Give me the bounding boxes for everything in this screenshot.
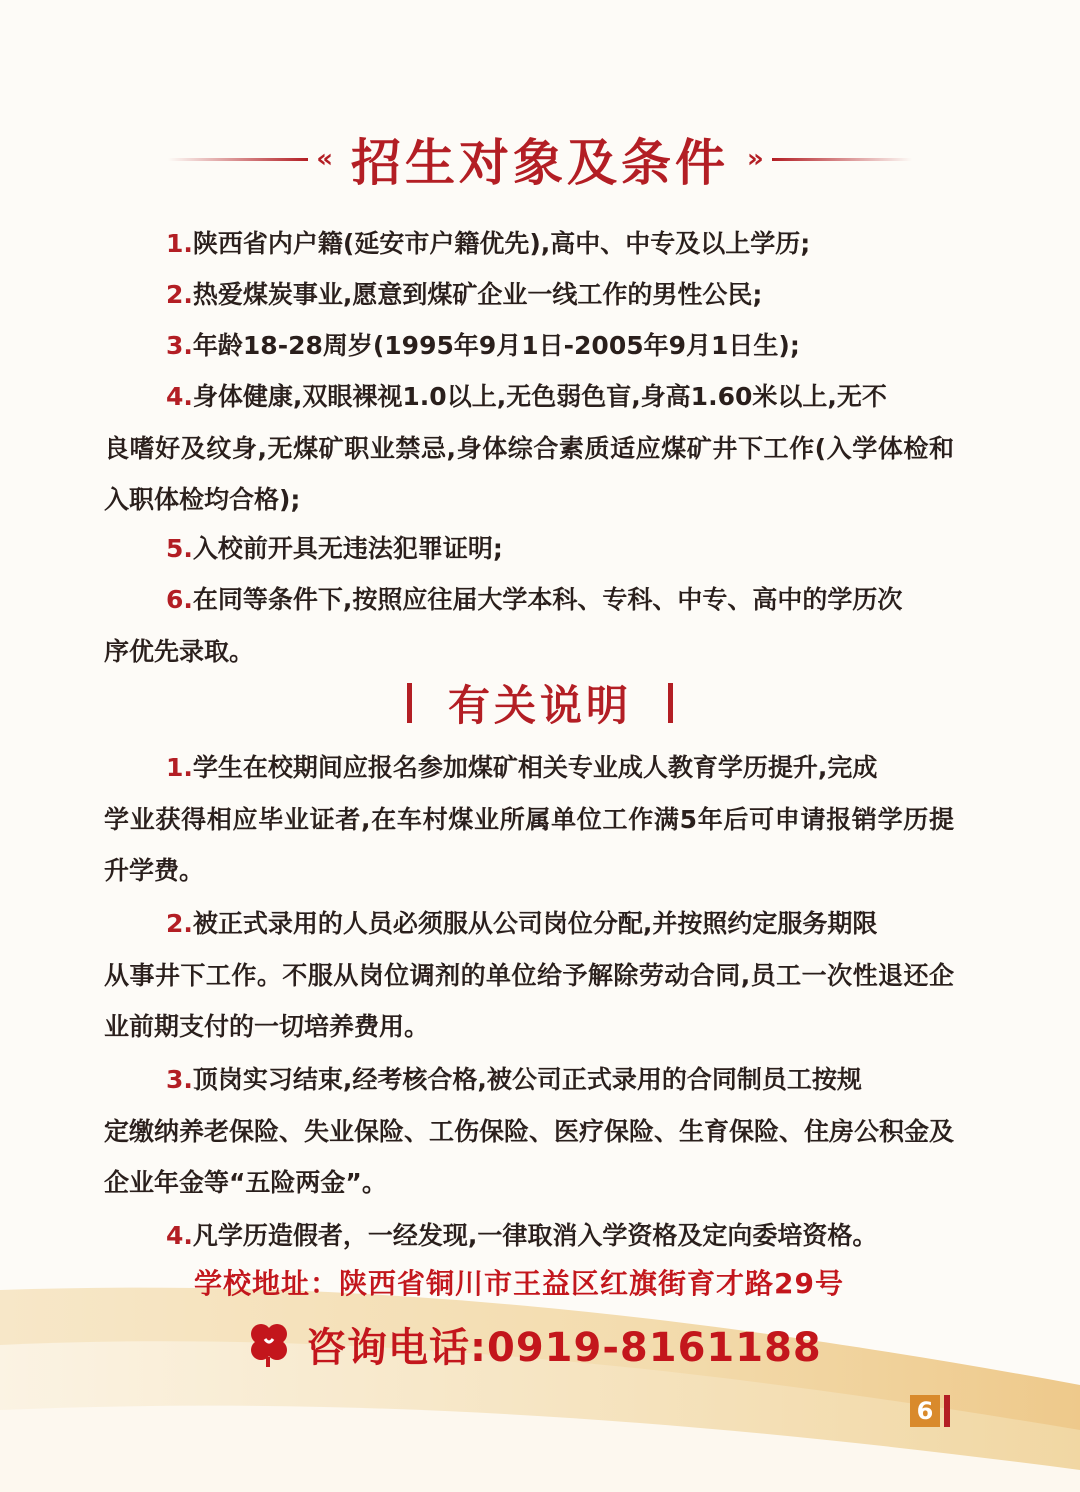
title-text: 有关说明 — [447, 681, 632, 730]
title-bar-right — [668, 683, 673, 723]
condition-item: 2.热爱煤炭事业,愿意到煤矿企业一线工作的男性公民; — [166, 280, 763, 309]
note-item: 4.凡学历造假者，一经发现,一律取消入学资格及定向委培资格。 — [166, 1221, 878, 1250]
condition-item: 6.在同等条件下,按照应往届大学本科、专科、中专、高中的学历次 序优先录取。 — [104, 585, 903, 666]
note-item: 2.被正式录用的人员必须服从公司岗位分配,并按照约定服务期限 从事井下工作。不服从岗位调剂的单位给予解除劳动合同,员工一次性退还企业前期支付的一切培养费用。 — [104, 909, 954, 1041]
section-title-notes — [0, 676, 1080, 730]
chevron-right-icon: » — [747, 144, 764, 174]
title-rule-right — [772, 158, 912, 161]
condition-item: 5.入校前开具无违法犯罪证明; — [166, 534, 503, 563]
school-address: 学校地址：陕西省铜川市王益区红旗街育才路29号 — [194, 1267, 844, 1300]
page-marker — [944, 1395, 950, 1427]
title-text: 招生对象及条件 — [351, 133, 729, 192]
note-item: 3.顶岗实习结束,经考核合格,被公司正式录用的合同制员工按规 定缴纳养老保险、失业保险、工伤保险、医疗保险、生育保险、住房公积金及企业年金等“五险两金”。 — [104, 1065, 955, 1197]
note-item: 1.学生在校期间应报名参加煤矿相关专业成人教育学历提升,完成 学业获得相应毕业证者,在车村煤业所属单位工作满5年后可申请报销学历提升学费。 — [104, 753, 954, 885]
page-number-text: 6 — [910, 1395, 940, 1427]
phone-clover-icon — [244, 1319, 294, 1369]
phone-contact — [244, 1316, 822, 1372]
title-bar-left — [407, 683, 412, 723]
condition-item: 4.身体健康,双眼裸视1.0以上,无色弱色盲,身高1.60米以上,无不 良嗜好及纹身,无煤矿职业禁忌,身体综合素质适应煤矿井下工作(入学体检和入职体检均合格); — [104, 382, 954, 514]
condition-item: 1.陕西省内户籍(延安市户籍优先),高中、中专及以上学历; — [166, 229, 811, 258]
title-rule-left — [168, 158, 308, 161]
phone-number: 咨询电话:0919-8161188 — [306, 1324, 822, 1371]
condition-item: 3.年龄18-28周岁(1995年9月1日-2005年9月1日生); — [166, 331, 800, 360]
page-number — [910, 1395, 950, 1427]
section-title-admission — [0, 128, 1080, 190]
chevron-left-icon: « — [316, 144, 333, 174]
